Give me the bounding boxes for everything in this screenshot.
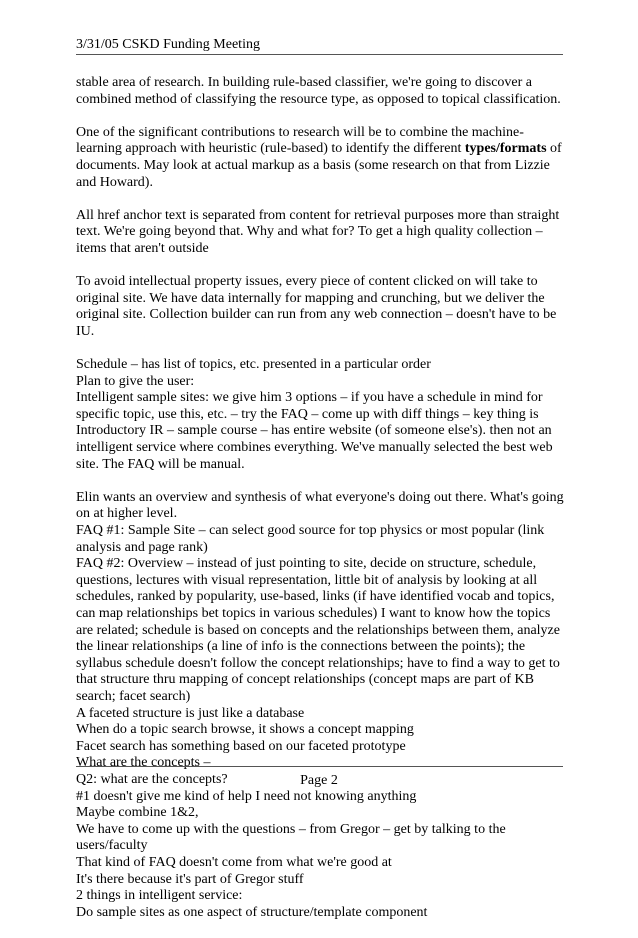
text-line: Facet search has something based on our faceted prototype — [76, 738, 406, 754]
text-line: That kind of FAQ doesn't come from what we're good at — [76, 854, 392, 870]
text-line: Plan to give the user: — [76, 373, 195, 389]
paragraph-rule-based-classifier: stable area of research. In building rule-based classifier, we're going to discover a combined method of classifying the resource type, as opposed to topical classification. — [76, 75, 561, 107]
page-footer — [0, 773, 638, 789]
paragraph-text: of documents. May look at actual markup as a basis (some research on that from Lizzie and Howard). — [76, 141, 562, 190]
text-line: It's there because it's part of Gregor stuff — [76, 871, 304, 887]
text-line: FAQ #1: Sample Site – can select good source for top physics or most popular (link analysis and page rank) — [76, 523, 545, 555]
paragraph-intellectual-property: To avoid intellectual property issues, every piece of content clicked on will take to original site. We have data internally for mapping and crunching, but we deliver the original site. Collection builder can run from any web connection – doesn't have to be IU. — [76, 274, 557, 339]
text-line: #1 doesn't give me kind of help I need not knowing anything — [76, 788, 417, 804]
text-line: We have to come up with the questions – from Gregor – get by talking to the users/faculty — [76, 821, 506, 854]
page-number: Page 2 — [300, 773, 338, 788]
footer-divider — [76, 766, 563, 767]
text-line: What are the concepts – — [76, 755, 211, 771]
text-line: 2 things in intelligent service: — [76, 888, 243, 904]
text-line: Elin wants an overview and synthesis of what everyone's doing out there. What's going on at higher level. — [76, 489, 564, 522]
header-title: 3/31/05 CSKD Funding Meeting — [76, 37, 260, 52]
paragraph-schedule-plan — [76, 357, 566, 473]
paragraph-text: One of the significant contributions to research will be to combine the machine-learning approach with heuristic (rule-based) to identify the different — [76, 124, 524, 157]
text-line: Intelligent sample sites: we give him 3 options – if you have a schedule in mind for specific topic, use this, etc. – try the FAQ – come up with diff things – key thing is Introductory IR – sample course – has entire website (of someone else's). then not an intelligent service where combines everything. We've manually selected the best web site. The FAQ will be manual. — [76, 390, 553, 472]
text-line: Q2: what are the concepts? — [76, 771, 228, 787]
bold-term-types-formats: types/formats — [464, 141, 547, 157]
page-header — [76, 37, 563, 55]
text-line: FAQ #2: Overview – instead of just pointing to site, decide on structure, schedule, questions, lectures with visual representation, little bit of analysis by looking at all schedules, ranked by popularity, use-based, links (if have identified vocab and topics, can map relationships bet topics in various schedules) I want to know how the topics are related; schedule is based on concepts and the relationships between them, analyze the linear relationships (a line of info is the connections between the points); the syllabus schedule doesn't follow the concept relationships; have to find a way to get to that structure thru mapping of concept relationships (concept maps are part of KB search; facet search) — [76, 556, 560, 704]
text-line: A faceted structure is just like a database — [76, 705, 305, 721]
text-line: When do a topic search browse, it shows a concept mapping — [76, 722, 414, 738]
paragraph-href-anchor-text: All href anchor text is separated from content for retrieval purposes more than straight text. We're going beyond that. Why and what for? To get a high quality collection – items that aren't outside — [76, 207, 560, 256]
text-line: Maybe combine 1&2, — [76, 805, 199, 821]
text-line: Do sample sites as one aspect of structure/template component — [76, 904, 428, 920]
document-body — [76, 75, 566, 938]
text-line: Schedule – has list of topics, etc. presented in a particular order — [76, 357, 431, 373]
paragraph-research-contributions — [76, 125, 566, 191]
paragraph-overview-faq — [76, 490, 566, 921]
